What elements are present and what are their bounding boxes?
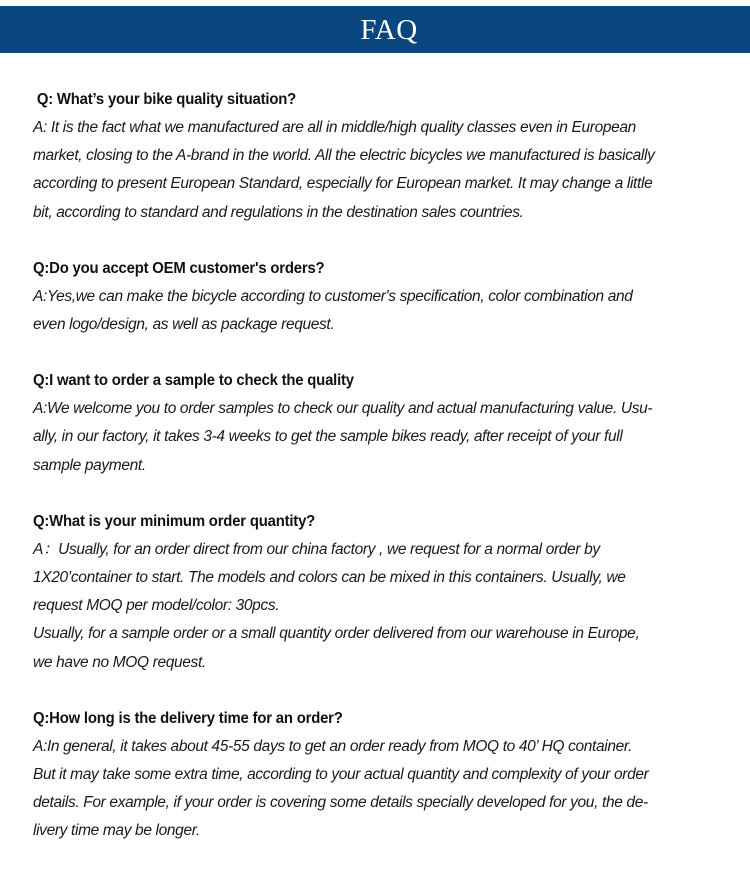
- page-title: FAQ: [360, 14, 418, 46]
- answer-line: we have no MOQ request.: [33, 653, 206, 671]
- answer-line: A:Yes,we can make the bicycle according to customer's specification, color combination and: [33, 287, 633, 305]
- faq-answer: [33, 733, 723, 846]
- answer-line: A：Usually, for an order direct from our china factory , we request for a normal order by: [33, 540, 600, 558]
- faq-item: [33, 705, 723, 846]
- answer-line: A: It is the fact what we manufactured are all in middle/high quality classes even in European: [33, 119, 636, 136]
- faq-question: Q:What is your minimum order quantity?: [33, 512, 316, 530]
- faq-item: [33, 255, 723, 339]
- faq-answer: [33, 395, 723, 480]
- answer-line: details. For example, if your order is covering some details specially developed for you, the de-: [33, 794, 648, 812]
- faq-item: [33, 508, 723, 677]
- faq-question: Q:I want to order a sample to check the quality: [33, 372, 354, 390]
- answer-line: 1X20’container to start. The models and colors can be mixed in this containers. Usually, we: [33, 569, 626, 587]
- answer-line: bit, according to standard and regulations in the destination sales countries.: [33, 203, 524, 221]
- faq-answer: [33, 283, 723, 339]
- answer-line: Usually, for a sample order or a small quantity order delivered from our warehouse in Europe,: [33, 625, 640, 643]
- faq-question: Q:Do you accept OEM customer's orders?: [33, 259, 325, 277]
- answer-line: But it may take some extra time, according to your actual quantity and complexity of your order: [33, 766, 649, 784]
- answer-line: A:We welcome you to order samples to check our quality and actual manufacturing value. Usu-: [33, 400, 653, 418]
- answer-line: livery time may be longer.: [33, 822, 200, 840]
- faq-item: [33, 367, 723, 480]
- answer-line: sample payment.: [33, 456, 146, 474]
- answer-line: even logo/design, as well as package request.: [33, 316, 335, 334]
- answer-line: request MOQ per model/color: 30pcs.: [33, 597, 280, 615]
- answer-line: market, closing to the A-brand in the world. All the electric bicycles we manufactured is basically: [33, 147, 655, 165]
- faq-question: Q:How long is the delivery time for an order?: [33, 709, 343, 727]
- faq-question: Q: What’s your bike quality situation?: [36, 91, 297, 108]
- answer-line: A:In general, it takes about 45-55 days to get an order ready from MOQ to 40’ HQ container.: [33, 737, 633, 755]
- faq-list: [33, 86, 723, 874]
- faq-banner: [0, 6, 750, 53]
- faq-answer: [33, 114, 723, 227]
- faq-item: [33, 86, 723, 227]
- faq-answer: [33, 536, 723, 677]
- answer-line: ally, in our factory, it takes 3-4 weeks to get the sample bikes ready, after receipt of your full: [33, 428, 623, 446]
- answer-line: according to present European Standard, especially for European market. It may change a little: [33, 175, 653, 193]
